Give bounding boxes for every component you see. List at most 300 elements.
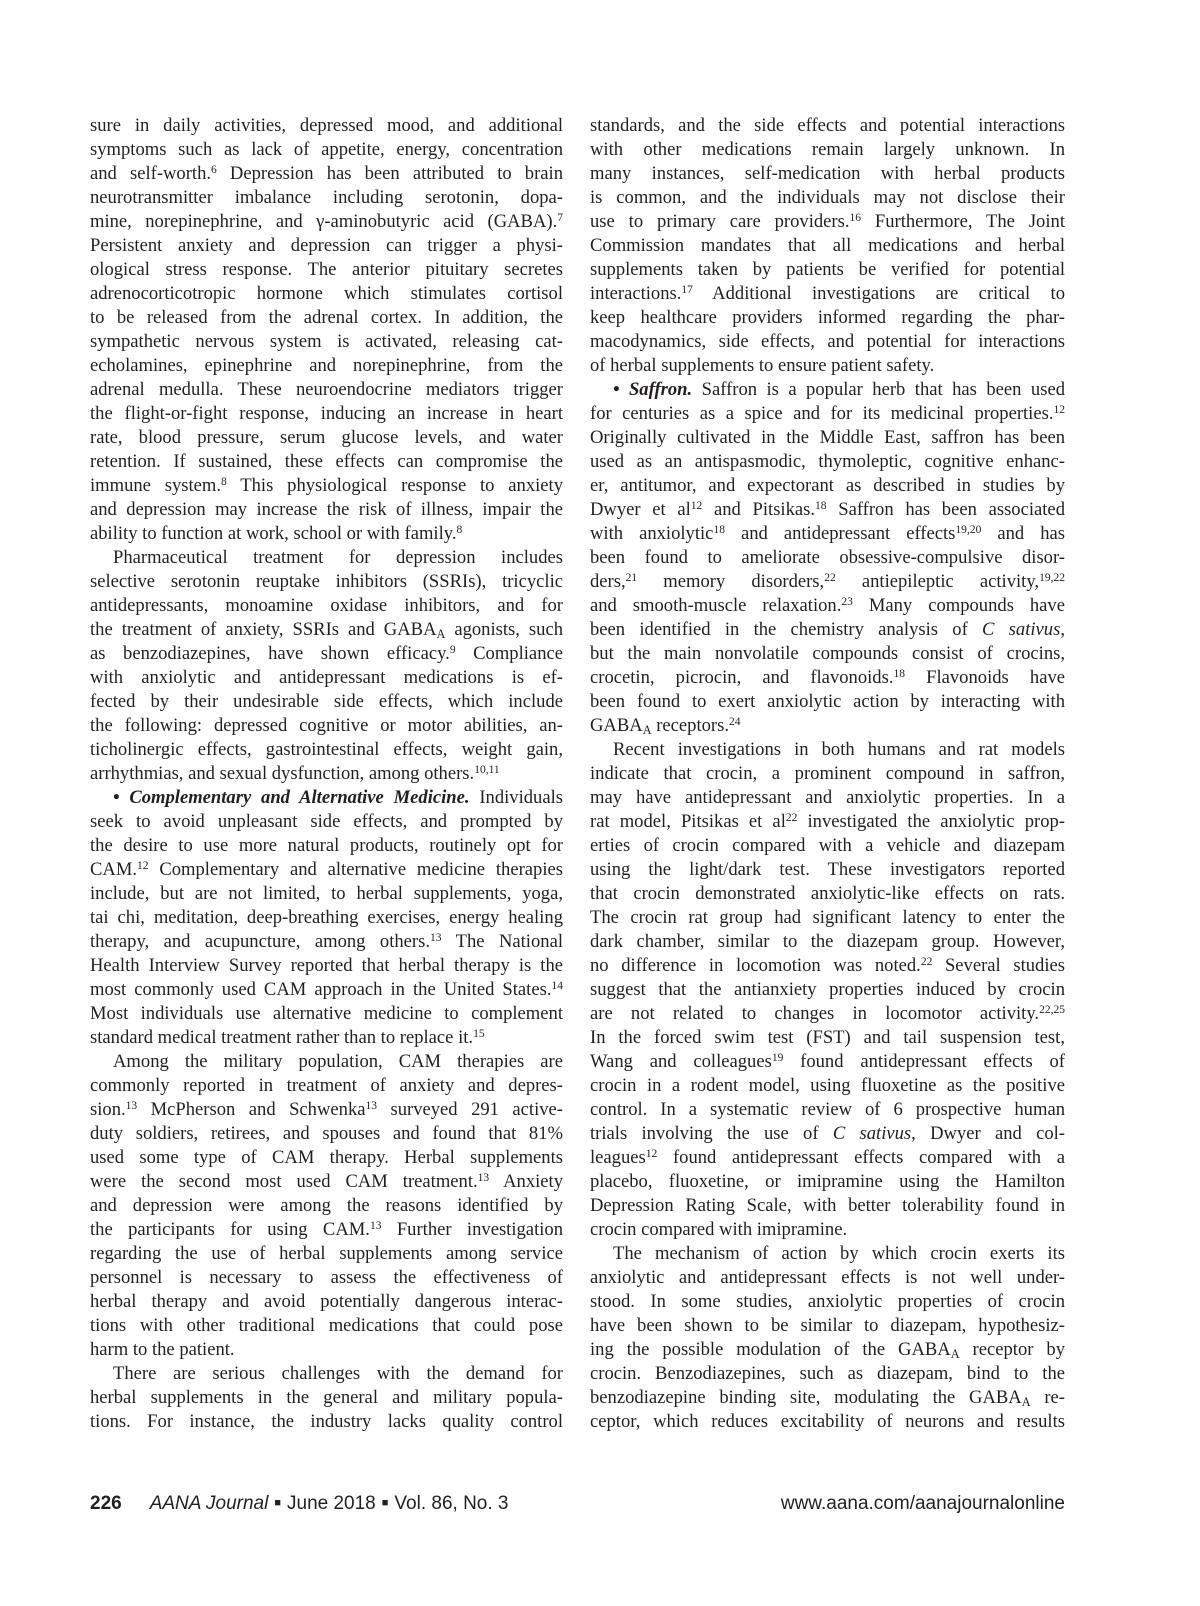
page-footer <box>90 1491 1065 1517</box>
text-line <box>590 1050 1065 1074</box>
text-run: Originally cultivated in the Middle East, saffron has been <box>590 427 1065 448</box>
text-run: arrhythmias, and sexual dysfunction, among others. <box>90 763 475 784</box>
text-run: This physiological response to anxiety <box>226 475 563 496</box>
paragraph-last-line <box>90 762 563 786</box>
paragraph-first-line <box>590 738 1065 762</box>
text-run: keep healthcare providers informed regarding the phar- <box>590 307 1065 328</box>
text-run: and smooth-muscle relaxation. <box>590 595 842 616</box>
text-run: echolamines, epinephrine and norepinephrine, from the <box>90 355 563 376</box>
text-run: may have antidepressant and anxiolytic properties. In a <box>590 787 1065 808</box>
text-line <box>90 714 563 738</box>
text-line <box>90 954 563 978</box>
text-line <box>90 450 563 474</box>
text-run: crocin. Benzodiazepines, such as diazepam, bind to the <box>590 1363 1065 1384</box>
text-run: harm to the patient. <box>90 1339 235 1360</box>
text-line <box>90 210 563 234</box>
text-run: crocin in a rodent model, using fluoxetine as the positive <box>590 1075 1065 1096</box>
volume-issue: Vol. 86, No. 3 <box>394 1493 509 1514</box>
text-run: with anxiolytic <box>590 523 714 544</box>
text-line <box>90 1410 563 1434</box>
text-line <box>90 930 563 954</box>
citation-superscript: 23 <box>841 596 853 609</box>
italic-text: C sativus <box>832 1123 912 1144</box>
citation-superscript: 8 <box>456 524 463 537</box>
text-run: ological stress response. The anterior pituitary secretes <box>90 259 563 280</box>
text-run: mine, norepinephrine, and γ-aminobutyric acid (GABA). <box>90 211 558 232</box>
text-run: Saffron has been associated <box>826 499 1065 520</box>
text-run: been found to exert anxiolytic action by interacting with <box>590 691 1065 712</box>
text-run: Depression Rating Scale, with better tolerability found in <box>590 1195 1065 1216</box>
text-run: rate, blood pressure, serum glucose levels, and water <box>90 427 563 448</box>
subscript: A <box>642 723 652 738</box>
text-line <box>590 858 1065 882</box>
text-run: ticholinergic effects, gastrointestinal effects, weight gain, <box>90 739 563 760</box>
text-line <box>90 642 563 666</box>
text-line <box>590 1362 1065 1386</box>
text-run: interactions. <box>590 283 682 304</box>
text-line <box>90 402 563 426</box>
text-run: have been shown to be similar to diazepam, hypothesiz- <box>590 1315 1065 1336</box>
text-run: ders, <box>590 571 626 592</box>
text-line <box>590 1386 1065 1410</box>
text-line <box>590 546 1065 570</box>
text-line <box>90 354 563 378</box>
text-line <box>590 1026 1065 1050</box>
text-line <box>90 1242 563 1266</box>
text-run: The mechanism of action by which crocin exerts its <box>613 1243 1065 1264</box>
separator-square: ■ <box>274 1497 281 1509</box>
text-run: and has <box>981 523 1066 544</box>
subscript: A <box>1021 1395 1031 1410</box>
citation-superscript: 19 <box>771 1052 784 1065</box>
text-line <box>590 1098 1065 1122</box>
footer-citation <box>90 1491 508 1517</box>
text-run: Health Interview Survey reported that herbal therapy is the <box>90 955 563 976</box>
text-run: GABA <box>590 715 643 736</box>
text-run: Several studies <box>932 955 1065 976</box>
text-line <box>590 954 1065 978</box>
text-run: The crocin rat group had significant latency to enter the <box>590 907 1065 928</box>
text-line <box>90 114 563 138</box>
text-run: of herbal supplements to ensure patient safety. <box>590 355 935 376</box>
text-run: used as an antispasmodic, thymoleptic, cognitive enhanc- <box>590 451 1065 472</box>
text-run: fected by their undesirable side effects, which include <box>90 691 563 712</box>
text-run: McPherson and Schwenka <box>137 1099 366 1120</box>
text-run: ability to function at work, school or with family. <box>90 523 457 544</box>
paragraph-last-line <box>90 1026 563 1050</box>
text-run: Commission mandates that all medications and herbal <box>590 235 1065 256</box>
text-run: memory disorders, <box>637 571 825 592</box>
text-line <box>590 162 1065 186</box>
citation-superscript: 19,20 <box>955 524 982 537</box>
text-run: for centuries as a spice and for its medicinal properties. <box>590 403 1054 424</box>
citation-superscript: 19,22 <box>1039 572 1065 585</box>
text-run: is common, and the individuals may not disclose their <box>590 187 1065 208</box>
text-run: with anxiolytic and antidepressant medications is ef- <box>90 667 563 688</box>
text-run: Recent investigations in both humans and rat models <box>613 739 1065 760</box>
text-line <box>90 426 563 450</box>
text-line <box>590 210 1065 234</box>
text-line <box>590 930 1065 954</box>
text-line <box>590 642 1065 666</box>
paragraph-first-line <box>590 378 1065 402</box>
text-line <box>90 162 563 186</box>
paragraph-first-line <box>90 1362 563 1386</box>
text-run: sion. <box>90 1099 126 1120</box>
text-line <box>90 810 563 834</box>
citation-superscript: 12 <box>690 500 703 513</box>
text-line <box>90 1386 563 1410</box>
paragraph-first-line <box>90 546 563 570</box>
text-run: many instances, self-medication with herbal products <box>590 163 1065 184</box>
text-run: Additional investigations are critical to <box>692 283 1065 304</box>
text-run: been found to ameliorate obsessive-compulsive disor- <box>590 547 1065 568</box>
text-run: neurotransmitter imbalance including serotonin, dopa- <box>90 187 563 208</box>
text-run: Flavonoids have <box>905 667 1066 688</box>
text-run: Many compounds have <box>852 595 1065 616</box>
citation-superscript: 9 <box>449 644 456 657</box>
text-run: anxiolytic and antidepressant effects is not well under- <box>590 1267 1065 1288</box>
citation-superscript: 12 <box>137 860 149 873</box>
text-run: adrenocorticotropic hormone which stimulates cortisol <box>90 283 563 304</box>
text-line <box>90 1146 563 1170</box>
text-line <box>590 1338 1065 1362</box>
text-run: and self-worth. <box>90 163 212 184</box>
text-line <box>590 786 1065 810</box>
text-run: found antidepressant effects compared with a <box>657 1147 1065 1168</box>
text-line <box>590 1410 1065 1434</box>
text-run: seek to avoid unpleasant side effects, and prompted by <box>90 811 563 832</box>
text-run: the following: depressed cognitive or motor abilities, an- <box>90 715 563 736</box>
text-run: are not related to changes in locomotor activity. <box>590 1003 1040 1024</box>
text-run: the flight-or-fight response, inducing an increase in heart <box>90 403 563 424</box>
text-run: erties of crocin compared with a vehicle and diazepam <box>590 835 1065 856</box>
text-run: investigated the anxiolytic prop- <box>797 811 1065 832</box>
text-run: as benzodiazepines, have shown efficacy. <box>90 643 450 664</box>
text-run: standards, and the side effects and potential interactions <box>590 115 1065 136</box>
paragraph-first-line <box>90 786 563 810</box>
citation-superscript: 24 <box>728 716 741 729</box>
text-line <box>590 762 1065 786</box>
text-run: found antidepressant effects of <box>783 1051 1065 1072</box>
text-run: that crocin demonstrated anxiolytic-like effects on rats. <box>590 883 1065 904</box>
text-run: leagues <box>590 1147 646 1168</box>
right-text-column <box>590 114 1065 1434</box>
issue-date: June 2018 <box>287 1493 376 1514</box>
text-line <box>590 1122 1065 1146</box>
text-run: CAM. <box>90 859 138 880</box>
text-run: herbal therapy and avoid potentially dangerous interac- <box>90 1291 563 1312</box>
text-run: to be released from the adrenal cortex. In addition, the <box>90 307 563 328</box>
text-run: retention. If sustained, these effects can compromise the <box>90 451 563 472</box>
citation-superscript: 13 <box>125 1100 138 1113</box>
text-run: There are serious challenges with the demand for <box>113 1363 563 1384</box>
citation-superscript: 22 <box>785 812 798 825</box>
text-run: tions. For instance, the industry lacks quality control <box>90 1411 563 1432</box>
text-run: Among the military population, CAM therapies are <box>113 1051 563 1072</box>
text-run: , <box>1060 619 1065 640</box>
text-line <box>90 690 563 714</box>
text-line <box>590 666 1065 690</box>
text-line <box>90 1314 563 1338</box>
text-run: Compliance <box>455 643 563 664</box>
text-run: placebo, fluoxetine, or imipramine using the Hamilton <box>590 1171 1065 1192</box>
text-line <box>90 1194 563 1218</box>
text-line <box>590 426 1065 450</box>
text-run: most commonly used CAM approach in the United States. <box>90 979 552 1000</box>
text-run: been identified in the chemistry analysis of <box>590 619 983 640</box>
text-line <box>590 450 1065 474</box>
citation-superscript: 16 <box>849 212 861 225</box>
text-line <box>590 1002 1065 1026</box>
text-line <box>590 882 1065 906</box>
italic-text: C sativus <box>982 619 1061 640</box>
citation-superscript: 13 <box>477 1172 490 1185</box>
text-line <box>590 474 1065 498</box>
text-run: Anxiety <box>489 1171 564 1192</box>
text-run: antiepileptic activity, <box>835 571 1040 592</box>
text-line <box>90 738 563 762</box>
text-line <box>90 330 563 354</box>
text-run: stood. In some studies, anxiolytic properties of crocin <box>590 1291 1065 1312</box>
section-heading: • Complementary and Alternative Medicine. <box>113 787 470 808</box>
paragraph-last-line <box>590 1218 1065 1242</box>
text-line <box>590 1266 1065 1290</box>
subscript: A <box>436 627 446 642</box>
text-line <box>590 594 1065 618</box>
text-run: and Pitsikas. <box>702 499 816 520</box>
text-line <box>590 186 1065 210</box>
citation-superscript: 22 <box>824 572 836 585</box>
text-line <box>90 474 563 498</box>
text-line <box>90 1290 563 1314</box>
text-line <box>590 114 1065 138</box>
text-line <box>90 1122 563 1146</box>
text-line <box>90 138 563 162</box>
text-line <box>590 498 1065 522</box>
text-run: selective serotonin reuptake inhibitors (SSRIs), tricyclic <box>90 571 563 592</box>
text-line <box>90 1266 563 1290</box>
text-line <box>90 1098 563 1122</box>
text-run: commonly reported in treatment of anxiety and depres- <box>90 1075 563 1096</box>
text-line <box>590 1146 1065 1170</box>
text-line <box>590 570 1065 594</box>
text-line <box>90 1002 563 1026</box>
citation-superscript: 18 <box>893 668 905 681</box>
text-run: Further investigation <box>381 1219 563 1240</box>
text-run: but the main nonvolatile compounds consist of crocins, <box>590 643 1065 664</box>
text-run: re- <box>1030 1387 1065 1408</box>
text-run: Depression has been attributed to brain <box>216 163 564 184</box>
text-line <box>90 282 563 306</box>
text-run: the participants for using CAM. <box>90 1219 370 1240</box>
text-run: use to primary care providers. <box>590 211 850 232</box>
text-run: trials involving the use of <box>590 1123 833 1144</box>
text-run: control. In a systematic review of 6 prospective human <box>590 1099 1065 1120</box>
text-line <box>590 402 1065 426</box>
text-run: include, but are not limited, to herbal supplements, yoga, <box>90 883 563 904</box>
text-line <box>90 666 563 690</box>
text-run: benzodiazepine binding site, modulating the GABA <box>590 1387 1022 1408</box>
text-run: personnel is necessary to assess the effectiveness of <box>90 1267 563 1288</box>
section-heading: • Saffron. <box>613 379 693 400</box>
text-run: adrenal medulla. These neuroendocrine mediators trigger <box>90 379 563 400</box>
text-line <box>590 618 1065 642</box>
text-run: herbal supplements in the general and military popula- <box>90 1387 563 1408</box>
text-line <box>590 330 1065 354</box>
citation-superscript: 22 <box>920 956 933 969</box>
text-run: no difference in locomotion was noted. <box>590 955 921 976</box>
text-line <box>590 906 1065 930</box>
text-line <box>90 858 563 882</box>
citation-superscript: 18 <box>815 500 827 513</box>
separator-square: ■ <box>381 1497 389 1509</box>
text-run: receptors. <box>651 715 729 736</box>
subscript: A <box>950 1347 960 1362</box>
text-line <box>590 1290 1065 1314</box>
text-run: therapy, and acupuncture, among others. <box>90 931 430 952</box>
text-line <box>590 258 1065 282</box>
text-run: tai chi, meditation, deep-breathing exercises, energy healing <box>90 907 563 928</box>
text-line <box>590 690 1065 714</box>
citation-superscript: 14 <box>551 980 563 993</box>
citation-superscript: 15 <box>473 1028 485 1041</box>
text-run: Saffron is a popular herb that has been used <box>692 379 1065 400</box>
text-line <box>90 186 563 210</box>
paragraph-last-line <box>590 354 1065 378</box>
text-line <box>90 234 563 258</box>
text-line <box>90 1074 563 1098</box>
text-line <box>590 138 1065 162</box>
text-line <box>590 1074 1065 1098</box>
page-number: 226 <box>90 1493 122 1514</box>
text-run: , Dwyer and col- <box>911 1123 1065 1144</box>
text-line <box>90 498 563 522</box>
text-line <box>90 378 563 402</box>
text-line <box>590 1194 1065 1218</box>
citation-superscript: 7 <box>557 212 563 225</box>
journal-url: www.aana.com/aanajournalonline <box>780 1493 1065 1514</box>
text-run: macodynamics, side effects, and potential for interactions <box>590 331 1065 352</box>
text-run: supplements taken by patients be verified for potential <box>590 259 1065 280</box>
text-run: Furthermore, The Joint <box>861 211 1065 232</box>
text-run: Complementary and alternative medicine therapies <box>148 859 563 880</box>
text-run: were the second most used CAM treatment. <box>90 1171 478 1192</box>
text-run: Most individuals use alternative medicine to complement <box>90 1003 563 1024</box>
text-run: crocetin, picrocin, and flavonoids. <box>590 667 894 688</box>
text-line <box>590 306 1065 330</box>
text-line <box>590 1314 1065 1338</box>
text-run: Persistent anxiety and depression can trigger a physi- <box>90 235 563 256</box>
text-run: indicate that crocin, a prominent compound in saffron, <box>590 763 1065 784</box>
text-line <box>90 834 563 858</box>
text-line <box>90 978 563 1002</box>
text-run: the desire to use more natural products, routinely opt for <box>90 835 563 856</box>
citation-superscript: 13 <box>365 1100 378 1113</box>
text-run: Wang and colleagues <box>590 1051 772 1072</box>
text-run: Pharmaceutical treatment for depression includes <box>113 547 563 568</box>
text-line <box>90 594 563 618</box>
citation-superscript: 12 <box>645 1148 658 1161</box>
text-run: duty soldiers, retirees, and spouses and found that 81% <box>90 1123 563 1144</box>
text-run: tions with other traditional medications that could pose <box>90 1315 563 1336</box>
citation-superscript: 17 <box>681 284 693 297</box>
text-run: regarding the use of herbal supplements among service <box>90 1243 563 1264</box>
text-run: with other medications remain largely unknown. In <box>590 139 1065 160</box>
citation-superscript: 6 <box>211 164 217 177</box>
text-run: ceptor, which reduces excitability of neurons and results <box>590 1411 1065 1432</box>
text-run: and depression were among the reasons identified by <box>90 1195 563 1216</box>
citation-superscript: 21 <box>625 572 638 585</box>
citation-superscript: 22,25 <box>1039 1004 1065 1017</box>
text-run: used some type of CAM therapy. Herbal supplements <box>90 1147 563 1168</box>
text-run: symptoms such as lack of appetite, energy, concentration <box>90 139 563 160</box>
text-run: and depression may increase the risk of illness, impair the <box>90 499 563 520</box>
citation-superscript: 18 <box>713 524 725 537</box>
left-text-column <box>90 114 563 1434</box>
text-run: antidepressants, monoamine oxidase inhibitors, and for <box>90 595 563 616</box>
text-line <box>90 306 563 330</box>
citation-superscript: 13 <box>369 1220 382 1233</box>
text-run: the treatment of anxiety, SSRIs and GABA <box>90 619 437 640</box>
text-run: The National <box>441 931 563 952</box>
citation-superscript: 8 <box>221 476 227 489</box>
text-line <box>90 618 563 642</box>
text-line <box>90 1218 563 1242</box>
citation-superscript: 10,11 <box>474 764 500 777</box>
text-run: suggest that the antianxiety properties induced by crocin <box>590 979 1065 1000</box>
citation-superscript: 12 <box>1053 404 1065 417</box>
text-line <box>590 522 1065 546</box>
text-run: crocin compared with imipramine. <box>590 1219 848 1240</box>
text-line <box>590 1170 1065 1194</box>
text-run: In the forced swim test (FST) and tail suspension test, <box>590 1027 1065 1048</box>
text-run: ing the possible modulation of the GABA <box>590 1339 951 1360</box>
paragraph-last-line <box>590 714 1065 738</box>
citation-superscript: 13 <box>430 932 442 945</box>
text-run: sure in daily activities, depressed mood, and additional <box>90 115 563 136</box>
text-run: rat model, Pitsikas et al <box>590 811 786 832</box>
text-line <box>590 978 1065 1002</box>
text-line <box>90 906 563 930</box>
text-run: er, antitumor, and expectorant as described in studies by <box>590 475 1065 496</box>
text-run: immune system. <box>90 475 222 496</box>
text-line <box>90 882 563 906</box>
paragraph-first-line <box>90 1050 563 1074</box>
text-run: dark chamber, similar to the diazepam group. However, <box>590 931 1065 952</box>
text-line <box>90 570 563 594</box>
text-run: and antidepressant effects <box>724 523 956 544</box>
text-run: using the light/dark test. These investigators reported <box>590 859 1065 880</box>
text-run: surveyed 291 active- <box>377 1099 563 1120</box>
text-run: receptor by <box>959 1339 1065 1360</box>
text-line <box>590 834 1065 858</box>
text-run: Individuals <box>469 787 563 808</box>
paragraph-last-line <box>90 522 563 546</box>
text-line <box>90 258 563 282</box>
text-run: agonists, such <box>445 619 563 640</box>
text-line <box>590 810 1065 834</box>
journal-name: AANA Journal <box>149 1493 269 1514</box>
text-run: standard medical treatment rather than to replace it. <box>90 1027 474 1048</box>
text-run: Dwyer et al <box>590 499 691 520</box>
paragraph-first-line <box>590 1242 1065 1266</box>
paragraph-last-line <box>90 1338 563 1362</box>
text-line <box>590 234 1065 258</box>
text-line <box>590 282 1065 306</box>
text-run: sympathetic nervous system is activated, releasing cat- <box>90 331 563 352</box>
text-line <box>90 1170 563 1194</box>
